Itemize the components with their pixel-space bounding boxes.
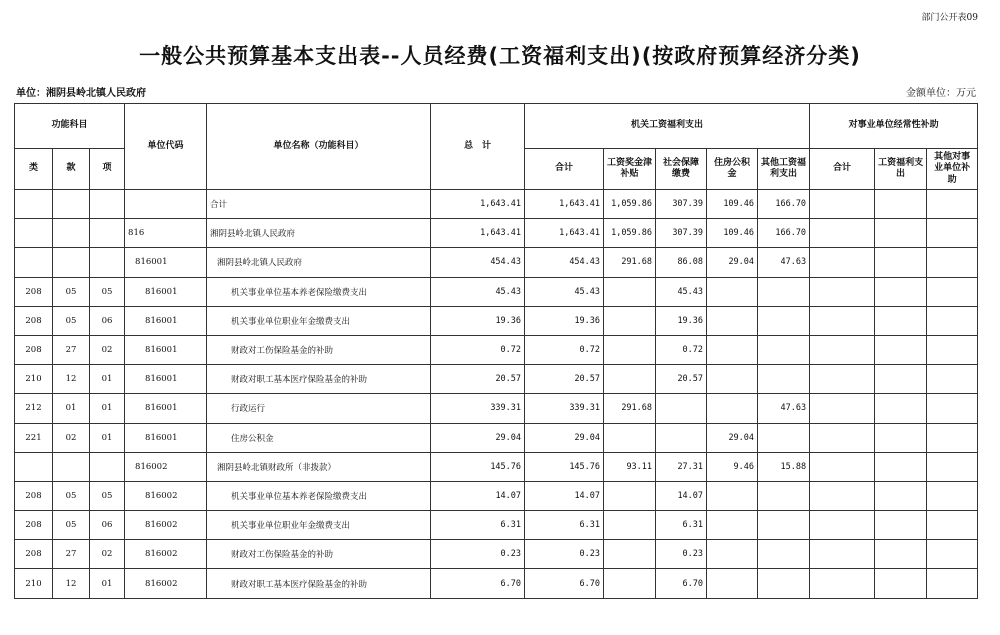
cell-lei: 208	[15, 511, 53, 540]
header-other-wage: 其他工资福利支出	[758, 149, 810, 190]
cell-total: 454.43	[431, 248, 525, 277]
header-total: 总 计	[431, 104, 525, 190]
cell-org-sum: 14.07	[525, 481, 604, 510]
cell-wage	[604, 306, 656, 335]
cell-social	[656, 394, 707, 423]
cell-code: 816002	[125, 569, 207, 598]
cell-name: 机关事业单位基本养老保险缴费支出	[207, 277, 431, 306]
cell-social: 6.70	[656, 569, 707, 598]
cell-name: 机关事业单位职业年金缴费支出	[207, 306, 431, 335]
cell-lei: 208	[15, 277, 53, 306]
table-row	[15, 481, 978, 510]
cell-social: 45.43	[656, 277, 707, 306]
cell-name: 财政对工伤保险基金的补助	[207, 335, 431, 364]
cell-sub-other	[927, 219, 978, 248]
cell-lei: 208	[15, 306, 53, 335]
cell-housing: 109.46	[707, 219, 758, 248]
cell-social: 20.57	[656, 365, 707, 394]
cell-sub-wage	[875, 306, 927, 335]
cell-sub-other	[927, 481, 978, 510]
cell-other	[758, 423, 810, 452]
cell-kuan	[53, 452, 90, 481]
table-row	[15, 569, 978, 598]
table-row	[15, 394, 978, 423]
header-social-security: 社会保障缴费	[656, 149, 707, 190]
cell-other: 47.63	[758, 248, 810, 277]
cell-total: 45.43	[431, 277, 525, 306]
cell-sub-sum	[810, 569, 875, 598]
cell-sub-other	[927, 423, 978, 452]
cell-xiang: 01	[90, 569, 125, 598]
cell-wage	[604, 481, 656, 510]
cell-lei: 208	[15, 540, 53, 569]
cell-xiang: 01	[90, 423, 125, 452]
cell-xiang	[90, 248, 125, 277]
cell-wage	[604, 335, 656, 364]
cell-social: 6.31	[656, 511, 707, 540]
cell-name: 湘阴县岭北镇财政所（非拨款）	[207, 452, 431, 481]
cell-name: 财政对工伤保险基金的补助	[207, 540, 431, 569]
cell-other	[758, 277, 810, 306]
cell-kuan: 05	[53, 306, 90, 335]
cell-wage: 291.68	[604, 248, 656, 277]
cell-sub-sum	[810, 452, 875, 481]
cell-social: 14.07	[656, 481, 707, 510]
cell-org-sum: 6.31	[525, 511, 604, 540]
header-sub-sum: 合计	[810, 149, 875, 190]
cell-social: 27.31	[656, 452, 707, 481]
cell-sub-sum	[810, 277, 875, 306]
cell-org-sum: 0.23	[525, 540, 604, 569]
cell-sub-wage	[875, 394, 927, 423]
cell-social: 86.08	[656, 248, 707, 277]
cell-lei: 210	[15, 569, 53, 598]
cell-sub-sum	[810, 306, 875, 335]
cell-sub-other	[927, 190, 978, 219]
cell-other	[758, 306, 810, 335]
cell-code: 816001	[125, 277, 207, 306]
header-housing-fund: 住房公积金	[707, 149, 758, 190]
cell-sub-wage	[875, 365, 927, 394]
header-org-wage-group: 机关工资福利支出	[525, 104, 810, 149]
cell-lei: 221	[15, 423, 53, 452]
cell-housing: 29.04	[707, 423, 758, 452]
cell-social	[656, 423, 707, 452]
cell-wage	[604, 423, 656, 452]
cell-sub-wage	[875, 335, 927, 364]
cell-wage: 1,059.86	[604, 190, 656, 219]
cell-housing	[707, 540, 758, 569]
cell-org-sum: 6.70	[525, 569, 604, 598]
header-sub-other: 其他对事业单位补助	[927, 149, 978, 190]
cell-sub-other	[927, 335, 978, 364]
cell-wage	[604, 277, 656, 306]
cell-housing	[707, 481, 758, 510]
cell-lei	[15, 248, 53, 277]
cell-sub-wage	[875, 423, 927, 452]
cell-housing	[707, 277, 758, 306]
cell-social: 0.72	[656, 335, 707, 364]
cell-sub-wage	[875, 511, 927, 540]
cell-wage	[604, 365, 656, 394]
cell-total: 0.72	[431, 335, 525, 364]
cell-kuan: 05	[53, 277, 90, 306]
cell-housing	[707, 306, 758, 335]
cell-other	[758, 365, 810, 394]
cell-kuan: 05	[53, 511, 90, 540]
cell-housing: 9.46	[707, 452, 758, 481]
table-row	[15, 219, 978, 248]
cell-org-sum: 45.43	[525, 277, 604, 306]
cell-code: 816002	[125, 452, 207, 481]
cell-wage: 93.11	[604, 452, 656, 481]
cell-wage	[604, 569, 656, 598]
table-row	[15, 306, 978, 335]
cell-sub-wage	[875, 481, 927, 510]
cell-name: 财政对职工基本医疗保险基金的补助	[207, 569, 431, 598]
cell-wage: 1,059.86	[604, 219, 656, 248]
header-subsidy-group: 对事业单位经常性补助	[810, 104, 978, 149]
cell-kuan: 12	[53, 569, 90, 598]
cell-sub-wage	[875, 452, 927, 481]
cell-total: 1,643.41	[431, 190, 525, 219]
cell-sub-sum	[810, 540, 875, 569]
cell-xiang: 06	[90, 511, 125, 540]
cell-wage	[604, 511, 656, 540]
cell-other	[758, 540, 810, 569]
cell-org-sum: 1,643.41	[525, 190, 604, 219]
cell-total: 6.31	[431, 511, 525, 540]
cell-code: 816001	[125, 423, 207, 452]
cell-sub-sum	[810, 248, 875, 277]
cell-social: 0.23	[656, 540, 707, 569]
cell-code: 816002	[125, 481, 207, 510]
cell-code: 816001	[125, 306, 207, 335]
cell-code: 816001	[125, 248, 207, 277]
cell-sub-sum	[810, 481, 875, 510]
cell-sub-other	[927, 248, 978, 277]
cell-code: 816	[125, 219, 207, 248]
table-row	[15, 277, 978, 306]
cell-kuan: 27	[53, 335, 90, 364]
cell-wage	[604, 540, 656, 569]
header-xiang: 项	[90, 149, 125, 190]
cell-name: 合计	[207, 190, 431, 219]
cell-xiang: 06	[90, 306, 125, 335]
cell-other	[758, 511, 810, 540]
cell-other: 166.70	[758, 219, 810, 248]
header-lei: 类	[15, 149, 53, 190]
cell-xiang: 02	[90, 335, 125, 364]
cell-name: 住房公积金	[207, 423, 431, 452]
table-row	[15, 423, 978, 452]
cell-name: 湘阴县岭北镇人民政府	[207, 219, 431, 248]
cell-code	[125, 190, 207, 219]
cell-kuan: 27	[53, 540, 90, 569]
cell-housing	[707, 511, 758, 540]
header-func-subject: 功能科目	[15, 104, 125, 149]
cell-kuan	[53, 248, 90, 277]
cell-xiang: 01	[90, 394, 125, 423]
cell-housing: 109.46	[707, 190, 758, 219]
header-sub-wage: 工资福利支出	[875, 149, 927, 190]
cell-code: 816001	[125, 365, 207, 394]
cell-name: 机关事业单位职业年金缴费支出	[207, 511, 431, 540]
cell-xiang	[90, 452, 125, 481]
cell-housing	[707, 335, 758, 364]
cell-code: 816001	[125, 335, 207, 364]
page-title: 一般公共预算基本支出表--人员经费(工资福利支出)(按政府预算经济分类)	[139, 44, 861, 68]
cell-social: 307.39	[656, 219, 707, 248]
cell-total: 14.07	[431, 481, 525, 510]
cell-lei: 212	[15, 394, 53, 423]
cell-name: 湘阴县岭北镇人民政府	[207, 248, 431, 277]
cell-housing: 29.04	[707, 248, 758, 277]
cell-kuan: 02	[53, 423, 90, 452]
cell-total: 0.23	[431, 540, 525, 569]
cell-org-sum: 454.43	[525, 248, 604, 277]
cell-sub-wage	[875, 190, 927, 219]
cell-code: 816001	[125, 394, 207, 423]
cell-xiang	[90, 190, 125, 219]
cell-sub-sum	[810, 394, 875, 423]
cell-lei	[15, 452, 53, 481]
table-row	[15, 511, 978, 540]
cell-housing	[707, 394, 758, 423]
cell-sub-wage	[875, 219, 927, 248]
cell-total: 20.57	[431, 365, 525, 394]
table-row	[15, 190, 978, 219]
cell-sub-other	[927, 569, 978, 598]
cell-wage: 291.68	[604, 394, 656, 423]
header-wage-bonus: 工资奖金津补贴	[604, 149, 656, 190]
cell-name: 财政对职工基本医疗保险基金的补助	[207, 365, 431, 394]
cell-kuan	[53, 219, 90, 248]
cell-xiang	[90, 219, 125, 248]
cell-sub-other	[927, 452, 978, 481]
cell-org-sum: 1,643.41	[525, 219, 604, 248]
cell-sub-sum	[810, 219, 875, 248]
cell-sub-other	[927, 394, 978, 423]
cell-sub-other	[927, 365, 978, 394]
cell-sub-other	[927, 540, 978, 569]
table-row	[15, 365, 978, 394]
header-org-sum: 合计	[525, 149, 604, 190]
doc-code: 部门公开表09	[921, 13, 978, 23]
cell-org-sum: 0.72	[525, 335, 604, 364]
cell-org-sum: 19.36	[525, 306, 604, 335]
cell-sub-sum	[810, 511, 875, 540]
cell-sub-sum	[810, 423, 875, 452]
cell-name: 机关事业单位基本养老保险缴费支出	[207, 481, 431, 510]
table-row	[15, 540, 978, 569]
cell-kuan: 12	[53, 365, 90, 394]
cell-sub-other	[927, 511, 978, 540]
cell-total: 1,643.41	[431, 219, 525, 248]
cell-sub-wage	[875, 540, 927, 569]
cell-social: 19.36	[656, 306, 707, 335]
cell-social: 307.39	[656, 190, 707, 219]
cell-kuan: 05	[53, 481, 90, 510]
cell-sub-wage	[875, 569, 927, 598]
amount-unit-label: 金额单位：万元	[906, 88, 976, 99]
cell-sub-other	[927, 306, 978, 335]
cell-kuan	[53, 190, 90, 219]
cell-sub-sum	[810, 365, 875, 394]
table-row	[15, 248, 978, 277]
cell-other: 166.70	[758, 190, 810, 219]
cell-housing	[707, 365, 758, 394]
budget-table	[14, 103, 978, 599]
cell-sub-other	[927, 277, 978, 306]
cell-sub-sum	[810, 190, 875, 219]
cell-sub-wage	[875, 277, 927, 306]
cell-code: 816002	[125, 540, 207, 569]
cell-total: 145.76	[431, 452, 525, 481]
cell-total: 339.31	[431, 394, 525, 423]
cell-sub-sum	[810, 335, 875, 364]
table-row	[15, 452, 978, 481]
header-kuan: 款	[53, 149, 90, 190]
cell-lei: 208	[15, 481, 53, 510]
cell-housing	[707, 569, 758, 598]
cell-org-sum: 20.57	[525, 365, 604, 394]
cell-other	[758, 481, 810, 510]
header-unit-name: 单位名称（功能科目）	[207, 104, 431, 190]
cell-xiang: 05	[90, 481, 125, 510]
cell-lei	[15, 190, 53, 219]
cell-org-sum: 145.76	[525, 452, 604, 481]
cell-lei: 210	[15, 365, 53, 394]
cell-kuan: 01	[53, 394, 90, 423]
cell-total: 6.70	[431, 569, 525, 598]
cell-lei	[15, 219, 53, 248]
cell-org-sum: 339.31	[525, 394, 604, 423]
cell-total: 19.36	[431, 306, 525, 335]
cell-xiang: 05	[90, 277, 125, 306]
cell-sub-wage	[875, 248, 927, 277]
cell-xiang: 02	[90, 540, 125, 569]
cell-xiang: 01	[90, 365, 125, 394]
cell-other	[758, 335, 810, 364]
cell-other: 15.88	[758, 452, 810, 481]
cell-lei: 208	[15, 335, 53, 364]
table-row	[15, 335, 978, 364]
cell-code: 816002	[125, 511, 207, 540]
cell-org-sum: 29.04	[525, 423, 604, 452]
cell-total: 29.04	[431, 423, 525, 452]
header-unit-code: 单位代码	[125, 104, 207, 190]
cell-other	[758, 569, 810, 598]
cell-other: 47.63	[758, 394, 810, 423]
cell-name: 行政运行	[207, 394, 431, 423]
unit-label: 单位：湘阴县岭北镇人民政府	[16, 88, 146, 99]
